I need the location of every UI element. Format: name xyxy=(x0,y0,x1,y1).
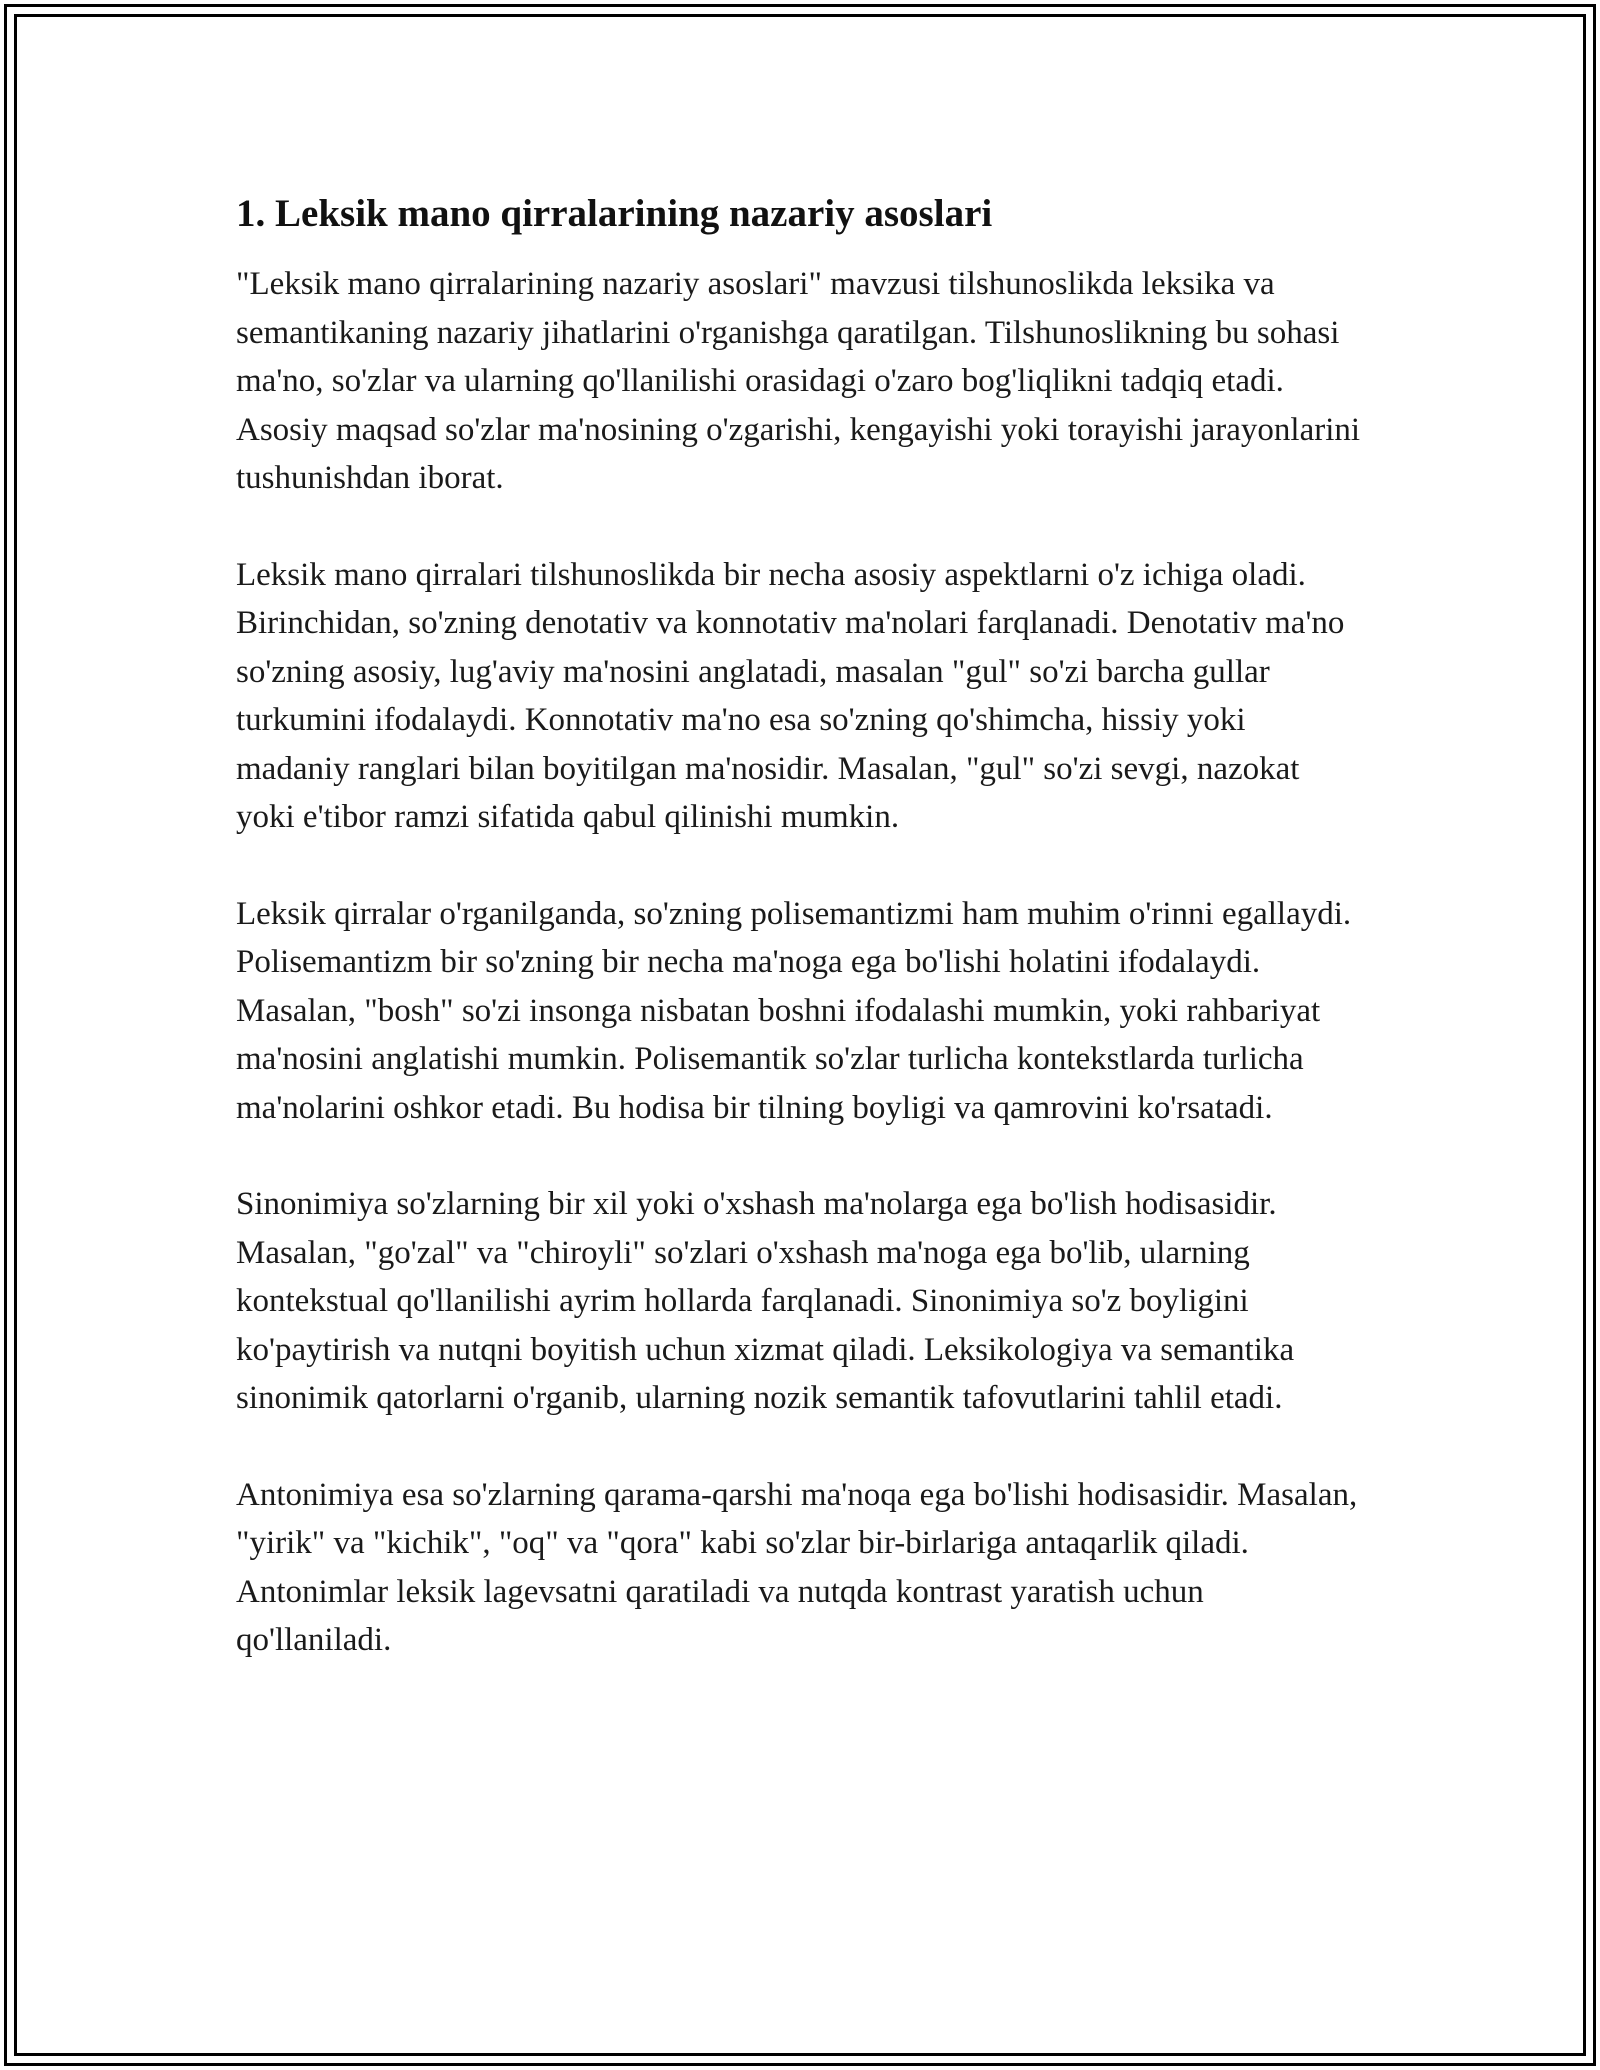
paragraph-polysemy: Leksik qirralar o'rganilganda, so'zning polisemantizmi ham muhim o'rinni egallaydi. Polisemantizm bir so'zning bir necha ma'noga ega bo'lishi holatini ifodalaydi. Masalan, "bosh" so'zi insonga nisbatan boshni ifodalashi mumkin, yoki rahbariyat ma'nosini anglatishi mumkin. Polisemantik so'zlar turlicha kontekstlarda turlicha ma'nolarini oshkor etadi. Bu hodisa bir tilning boyligi va qamrovini ko'rsatadi. xyxy=(236,895,1352,1126)
paragraph-intro: "Leksik mano qirralarining nazariy asoslari" mavzusi tilshunoslikda leksika va semantikaning nazariy jihatlarini o'rganishga qaratilgan. Tilshunoslikning bu sohasi ma'no, so'zlar va ularning qo'llanilishi orasidagi o'zaro bog'liqlikni tadqiq etadi. Asosiy maqsad so'zlar ma'nosining o'zgarishi, kengayishi yoki torayishi jarayonlarini tushunishdan iborat. xyxy=(236,266,1361,496)
document-body xyxy=(236,188,1366,1713)
section-title: 1. Leksik mano qirralarining nazariy asoslari xyxy=(236,192,993,235)
paragraph-synonymy: Sinonimiya so'zlarning bir xil yoki o'xshash ma'nolarga ega bo'lish hodisasidir. Masalan, "go'zal" va "chiroyli" so'zlari o'xshash ma'noga ega bo'lib, ularning kontekstual qo'llanilishi ayrim hollarda farqlanadi. Sinonimiya so'z boyligini ko'paytirish va nutqni boyitish uchun xizmat qiladi. Leksikologiya va semantika sinonimik qatorlarni o'rganib, ularning nozik semantik tafovutlarini tahlil etadi. xyxy=(236,1186,1295,1416)
paragraph-antonymy: Antonimiya esa so'zlarning qarama-qarshi ma'noqa ega bo'lishi hodisasidir. Masalan, "yirik" va "kichik", "oq" va "qora" kabi so'zlar bir-birlariga antaqarlik qiladi. Antonimlar leksik lagevsatni qaratiladi va nutqda kontrast yaratish uchun qo'llaniladi. xyxy=(236,1476,1358,1658)
paragraph-denotative-connotative: Leksik mano qirralari tilshunoslikda bir necha asosiy aspektlarni o'z ichiga oladi. Birinchidan, so'zning denotativ va konnotativ ma'nolari farqlanadi. Denotativ ma'no so'zning asosiy, lug'aviy ma'nosini anglatadi, masalan "gul" so'zi barcha gullar turkumini ifodalaydi. Konnotativ ma'no esa so'zning qo'shimcha, hissiy yoki madaniy ranglari bilan boyitilgan ma'nosidir. Masalan, "gul" so'zi sevgi, nazokat yoki e'tibor ramzi sifatida qabul qilinishi mumkin. xyxy=(236,556,1345,835)
